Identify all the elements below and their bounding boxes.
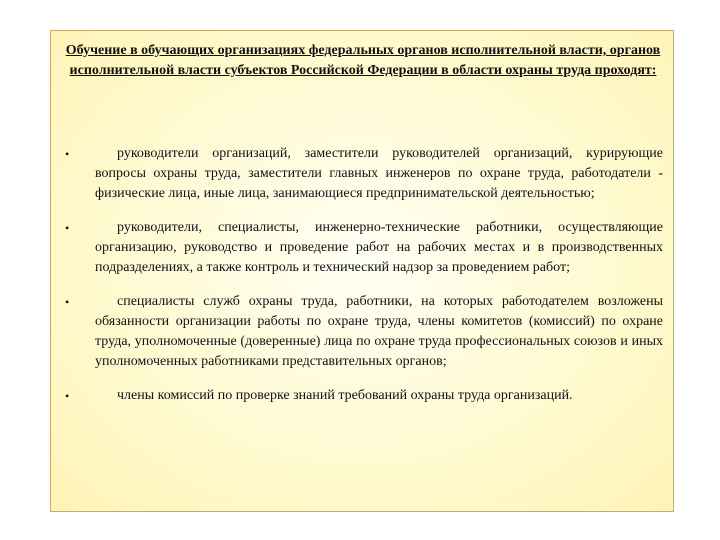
list-item	[65, 218, 663, 278]
list-item	[65, 144, 663, 204]
bullet-icon: •	[65, 389, 70, 403]
bullet-list	[65, 144, 663, 420]
list-item-text: члены комиссий по проверке знаний требований охраны труда организаций.	[117, 388, 573, 403]
bullet-icon: •	[65, 295, 70, 309]
bullet-icon: •	[65, 147, 70, 161]
slide-frame	[50, 30, 674, 512]
list-item-text: руководители, специалисты, инженерно-технические работники, осуществляющие организацию, руководство и проведение работ на рабочих местах и в производственных подразделениях, а также контроль и технический надзор за проведением работ;	[95, 220, 663, 275]
list-item	[65, 292, 663, 372]
bullet-icon: •	[65, 221, 70, 235]
list-item-text: руководители организаций, заместители руководителей организаций, курирующие вопросы охраны труда, заместители главных инженеров по охране труда, работодатели - физические лица, иные лица, занимающиеся предпринимательской деятельностью;	[95, 146, 663, 201]
slide-title: Обучение в обучающих организациях федеральных органов исполнительной власти, органов исполнительной власти субъектов Российской Федерации в области охраны труда проходят:	[65, 43, 661, 78]
list-item-text: специалисты служб охраны труда, работники, на которых работодателем возложены обязанности организации работы по охране труда, члены комитетов (комиссий) по охране труда, уполномоченные (доверенные) лица по охране труда профессиональных союзов и иных уполномоченных работниками представительных органов;	[95, 294, 663, 369]
list-item	[65, 386, 663, 406]
